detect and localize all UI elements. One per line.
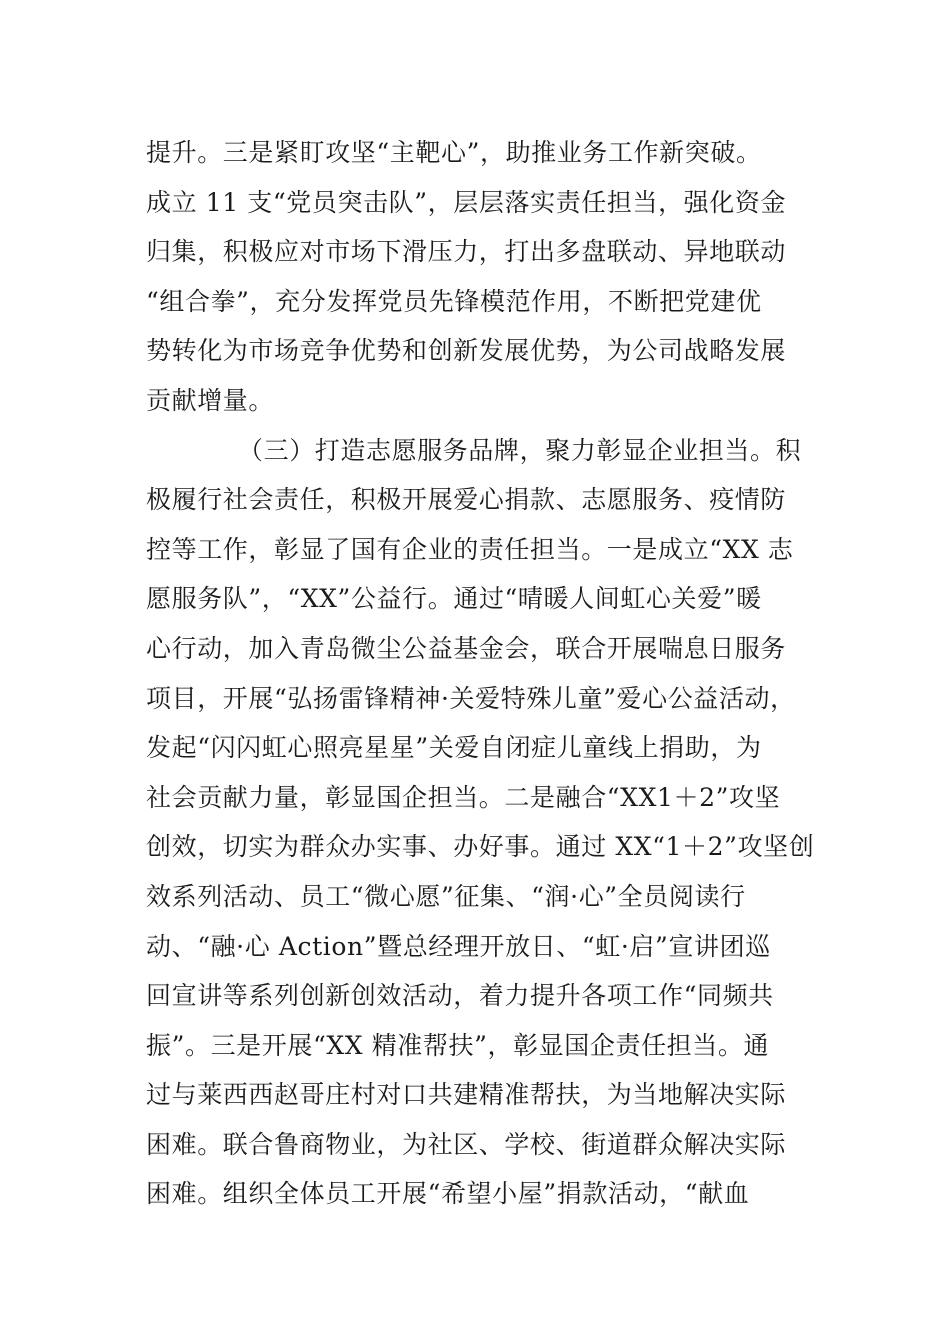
text-line: 困难。联合鲁商物业，为社区、学校、街道群众解决实际 (146, 1129, 787, 1159)
text-line: 提升。三是紧盯攻坚“主靶心”，助推业务工作新突破。 (146, 138, 762, 167)
text-line: 效系列活动、员工“微心愿”征集、“润·心”全员阅读行 (146, 881, 746, 911)
text-line: 势转化为市场竞争优势和创新发展优势，为公司战略发展 (146, 336, 787, 366)
text-line: 贡献增量。 (146, 385, 275, 415)
text-line: 成立 11 支“党员突击队”，层层落实责任担当，强化资金 (146, 187, 787, 217)
text-line: 动、“融·心 Action”暨总经理开放日、“虹·启”宣讲团巡 (146, 931, 771, 961)
text-line: 心行动，加入青岛微尘公益基金会，联合开展喘息日服务 (146, 633, 787, 663)
text-line: 发起“闪闪虹心照亮星星”关爱自闭症儿童线上捐助，为 (146, 733, 762, 763)
text-line: 极履行社会责任，积极开展爱心捐款、志愿服务、疫情防 (146, 485, 787, 515)
text-line: 困难。组织全体员工开展“希望小屋”捐款活动，“献血 (146, 1179, 750, 1209)
section-heading-line: （三）打造志愿服务品牌，聚力彰显企业担当。积 (238, 435, 802, 465)
text-line: 振”。三是开展“XX 精准帮扶”，彰显国企责任担当。通 (146, 1030, 770, 1060)
text-line: 归集，积极应对市场下滑压力，打出多盘联动、异地联动 (146, 237, 787, 267)
text-line: 社会贡献力量，彰显国企担当。二是融合“XX1＋2”攻坚 (146, 782, 781, 812)
text-line: 愿服务队”，“XX”公益行。通过“晴暖人间虹心关爱”暖 (146, 584, 762, 614)
text-line: 控等工作，彰显了国有企业的责任担当。一是成立“XX 志 (146, 534, 794, 564)
text-line: “组合拳”，充分发挥党员先锋模范作用，不断把党建优 (146, 286, 762, 316)
text-line: 过与莱西西赵哥庄村对口共建精准帮扶，为当地解决实际 (146, 1080, 787, 1110)
text-line: 创效，切实为群众办实事、办好事。通过 XX“1＋2”攻坚创 (146, 832, 815, 862)
text-line: 项目，开展“弘扬雷锋精神·关爱特殊儿童”爱心公益活动， (146, 683, 796, 713)
text-line: 回宣讲等系列创新创效活动，着力提升各项工作“同频共 (146, 981, 774, 1011)
body-text (146, 128, 826, 1219)
